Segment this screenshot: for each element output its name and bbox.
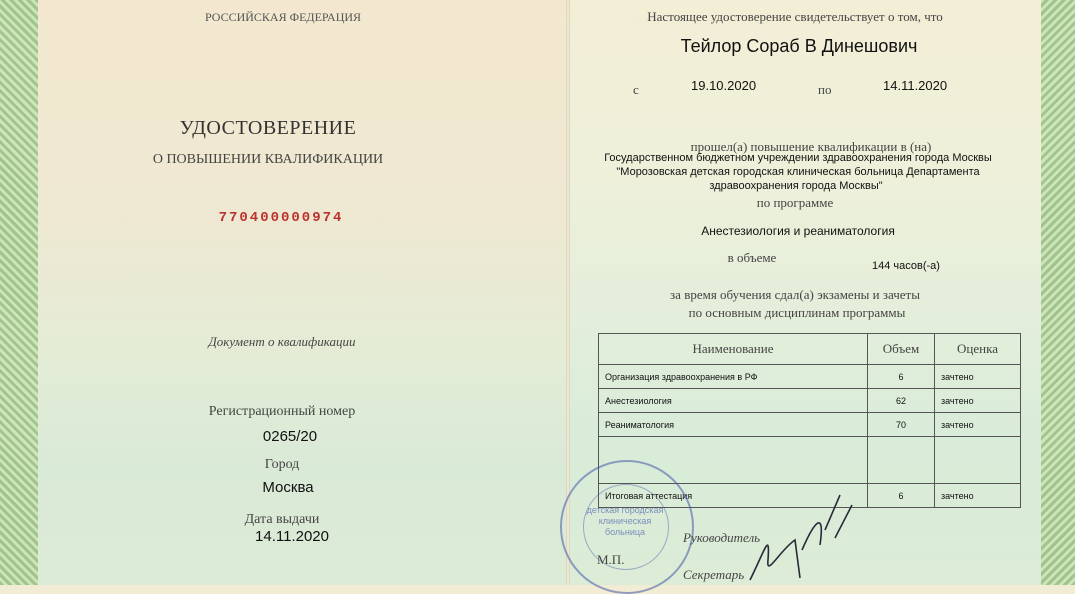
- date-from-label: с: [633, 82, 639, 97]
- reg-number-label: Регистрационный номер: [208, 404, 356, 419]
- institution-line-1: Государственном бюджетном учреждении здравоохранения города Москвы: [604, 152, 992, 164]
- program-label: по программе: [756, 195, 834, 210]
- discipline-hours: [868, 437, 935, 484]
- date-to-value: 14.11.2020: [883, 78, 948, 93]
- discipline-hours: 6: [868, 365, 935, 389]
- secretary-signature-label: Секретарь: [683, 567, 745, 582]
- discipline-name: Организация здравоохранения в РФ: [599, 365, 868, 389]
- exams-line-1: за время обучения сдал(а) экзамены и зачеты: [670, 287, 920, 302]
- discipline-grade: зачтено: [935, 389, 1021, 413]
- exams-line-2: по основным дисциплинам программы: [688, 305, 906, 320]
- country-label: РОССИЙСКАЯ ФЕДЕРАЦИЯ: [204, 10, 362, 24]
- discipline-name: Реаниматология: [599, 413, 868, 437]
- volume-value: 144 часов(-а): [872, 260, 940, 272]
- discipline-name: Итоговая аттестация: [599, 484, 868, 508]
- volume-label: в объеме: [727, 250, 777, 265]
- head-signature-label: Руководитель: [683, 530, 761, 545]
- discipline-hours: 70: [868, 413, 935, 437]
- table-row: [599, 389, 1021, 413]
- discipline-name: Анестезиология: [599, 389, 868, 413]
- issue-date-label: Дата выдачи: [244, 512, 320, 527]
- stamp-text: [585, 505, 665, 538]
- stamp-text-line-3: больница: [604, 527, 646, 537]
- completed-label: прошел(а) повышение квалификации в (на): [690, 139, 932, 154]
- document-subtitle: О ПОВЫШЕНИИ КВАЛИФИКАЦИИ: [152, 152, 384, 167]
- discipline-grade: зачтено: [935, 413, 1021, 437]
- discipline-grade: [935, 437, 1021, 484]
- institution-line-2: "Морозовская детская городская клиническая больница Департамента: [616, 166, 980, 178]
- document-title: УДОСТОВЕРЕНИЕ: [179, 117, 357, 139]
- guilloche-border-right: [1041, 0, 1075, 585]
- table-row: [599, 365, 1021, 389]
- intro-text: Настоящее удостоверение свидетельствует о том, что: [647, 9, 943, 24]
- stamp-place-label: М.П.: [597, 552, 625, 567]
- holder-full-name: Тейлор Сораб В Динешович: [680, 36, 918, 56]
- discipline-hours: 6: [868, 484, 935, 508]
- issue-date-value: 14.11.2020: [255, 528, 329, 545]
- city-value: Москва: [262, 479, 314, 496]
- table-row: [599, 413, 1021, 437]
- discipline-hours: 62: [868, 389, 935, 413]
- institution-line-3: здравоохранения города Москвы": [709, 180, 883, 192]
- reg-number-value: 0265/20: [262, 428, 318, 445]
- program-name: Анестезиология и реаниматология: [701, 224, 895, 238]
- discipline-grade: зачтено: [935, 365, 1021, 389]
- table-header-row: [599, 334, 1021, 365]
- discipline-grade: зачтено: [935, 484, 1021, 508]
- stamp-text-line-1: детская городская: [586, 505, 664, 515]
- column-header-name: Наименование: [599, 334, 868, 365]
- handwritten-signature-icon: [740, 490, 880, 585]
- date-from-value: 19.10.2020: [691, 78, 757, 93]
- city-label: Город: [264, 457, 300, 472]
- column-header-grade: Оценка: [935, 334, 1021, 365]
- serial-number: 770400000974: [218, 210, 344, 226]
- document-type: Документ о квалификации: [208, 334, 356, 349]
- date-to-label: по: [818, 82, 832, 97]
- column-header-volume: Объем: [868, 334, 935, 365]
- stamp-text-line-2: клиническая: [598, 516, 652, 526]
- guilloche-border-left: [0, 0, 38, 585]
